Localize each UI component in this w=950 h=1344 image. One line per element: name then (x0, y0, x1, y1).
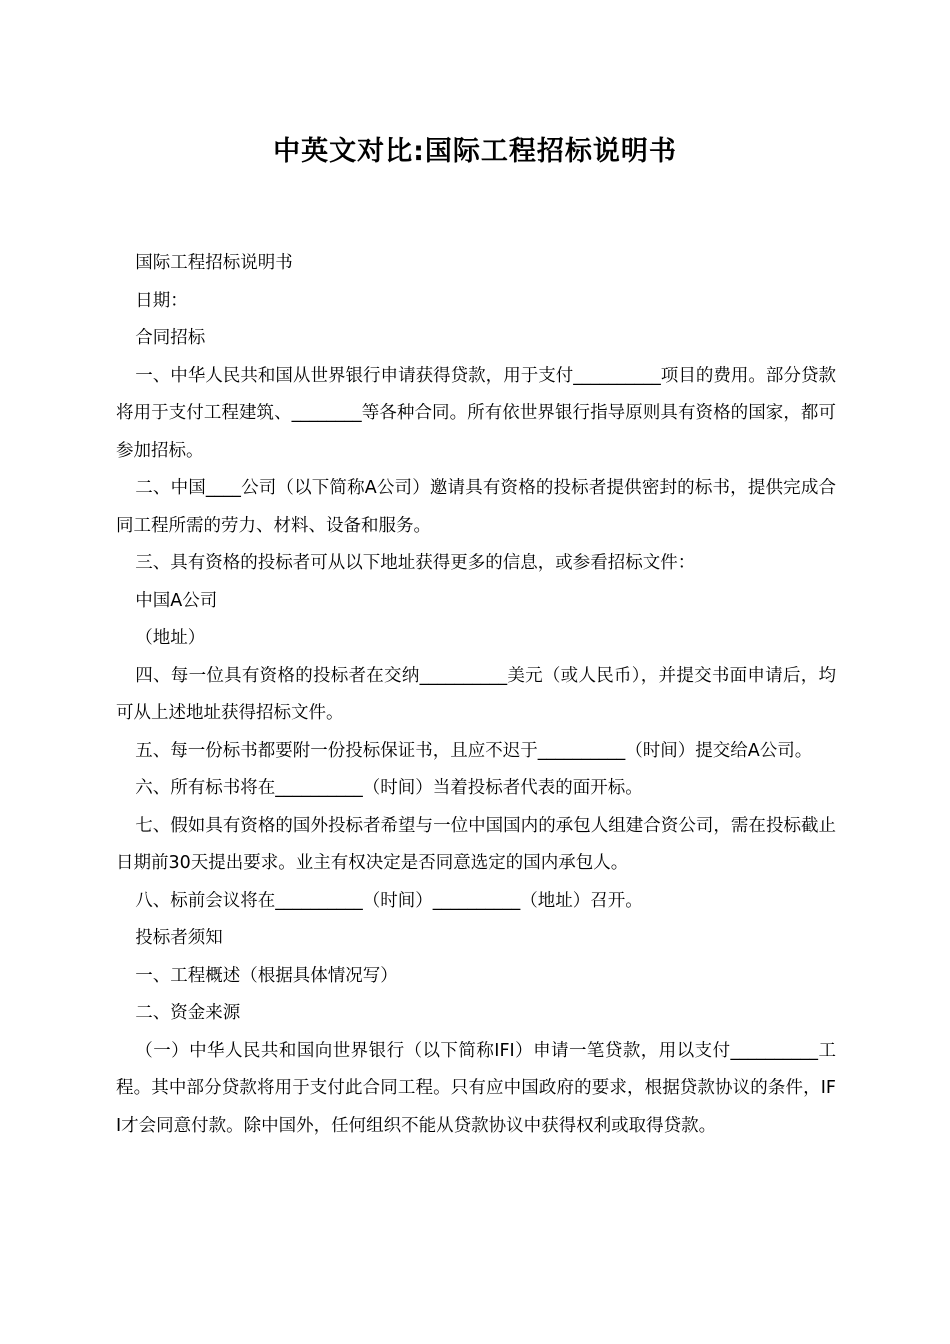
paragraph-item-8: 八、标前会议将在__________（时间）__________（地址）召开。 (135, 890, 643, 911)
paragraph-date: 日期： (135, 290, 188, 311)
paragraph-item-2: 二、中国____公司（以下简称A公司）邀请具有资格的投标者提供密封的标书，提供完成合同工程所需的劳力、材料、设备和服务。 (116, 478, 836, 536)
document-title: 中英文对比:国际工程招标说明书 (273, 136, 677, 167)
paragraph-item-3: 三、具有资格的投标者可从以下地址获得更多的信息，或参看招标文件： (135, 553, 696, 573)
paragraph-item-6: 六、所有标书将在__________（时间）当着投标者代表的面开标。 (135, 778, 643, 798)
paragraph-company: 中国A公司 (135, 590, 218, 611)
paragraph-funding: 二、资金来源 (135, 1003, 241, 1023)
paragraph-heading: 国际工程招标说明书 (135, 253, 293, 273)
document-body (116, 245, 836, 1145)
paragraph-item-7: 七、假如具有资格的国外投标者希望与一位中国国内的承包人组建合资公司，需在投标截止日期前30天提出要求。业主有权决定是否同意选定的国内承包人。 (116, 815, 836, 873)
paragraph-overview: 一、工程概述（根据具体情况写） (135, 965, 398, 986)
paragraph-address: （地址） (135, 628, 206, 648)
paragraph-bidder-notice: 投标者须知 (135, 928, 223, 948)
paragraph-item-1: 一、中华人民共和国从世界银行申请获得贷款，用于支付__________项目的费用。部分贷款将用于支付工程建筑、________等各种合同。所有依世界银行指导原则具有资格的国家，都可参加招标。 (116, 365, 836, 461)
paragraph-funding-1: （一）中华人民共和国向世界银行（以下简称IFI）申请一笔贷款，用以支付__________工程。其中部分贷款将用于支付此合同工程。只有应中国政府的要求，根据贷款协议的条件，IFI才会同意付款。除中国外，任何组织不能从贷款协议中获得权利或取得贷款。 (116, 1040, 836, 1136)
paragraph-item-5: 五、每一份标书都要附一份投标保证书，且应不迟于__________（时间）提交给A公司。 (135, 740, 813, 761)
paragraph-contract-tender: 合同招标 (135, 328, 206, 348)
paragraph-item-4: 四、每一位具有资格的投标者在交纳__________美元（或人民币），并提交书面申请后，均可从上述地址获得招标文件。 (116, 665, 836, 723)
